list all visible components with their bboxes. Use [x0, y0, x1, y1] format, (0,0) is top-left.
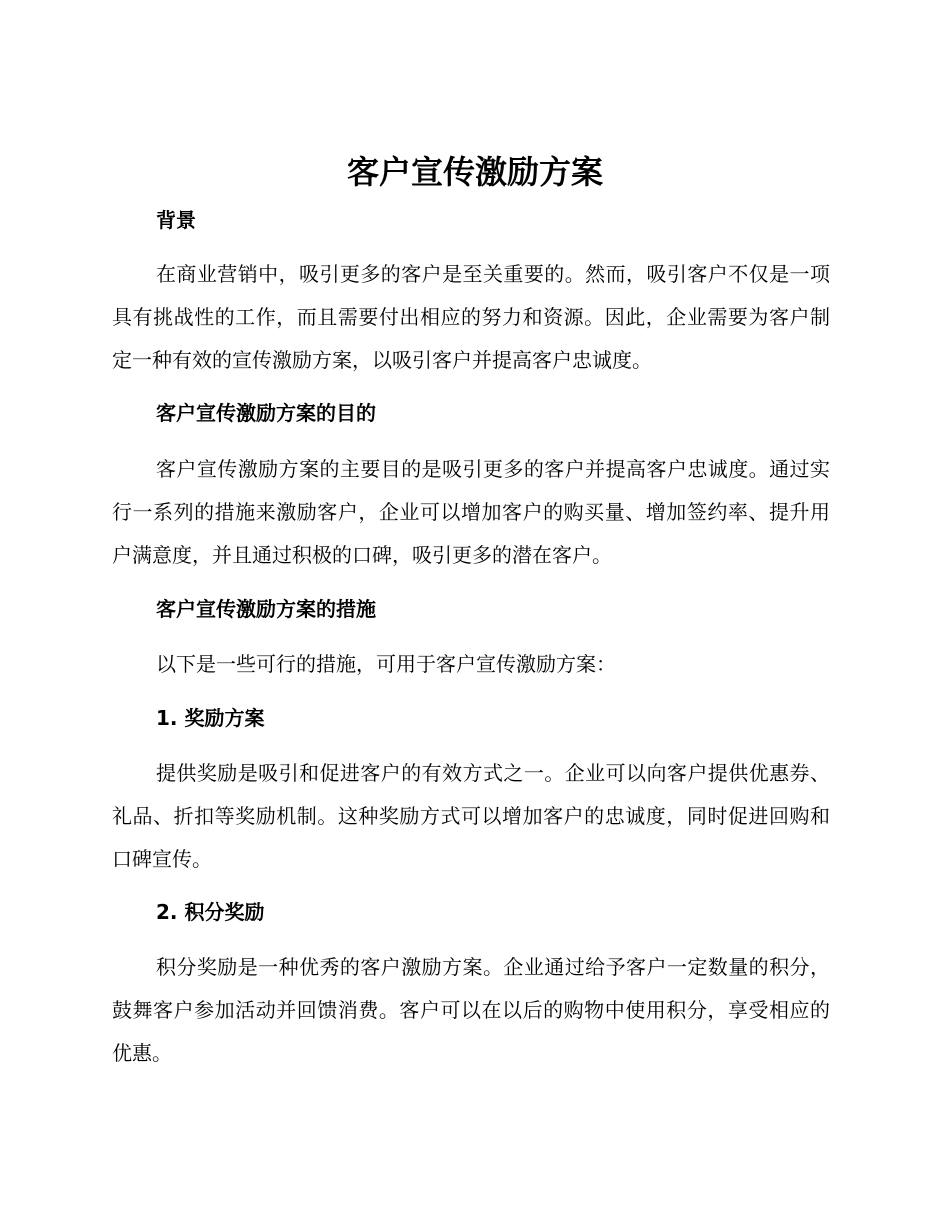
section-heading-purpose: 客户宣传激励方案的目的 [156, 401, 376, 425]
section-heading-measures: 客户宣传激励方案的措施 [156, 597, 376, 621]
section-heading-rewards: 1. 奖励方案 [156, 706, 265, 730]
section-heading-points: 2. 积分奖励 [156, 900, 265, 924]
section-paragraph-background: 在商业营销中，吸引更多的客户是至关重要的。然而，吸引客户不仅是一项具有挑战性的工作，而且需要付出相应的努力和资源。因此，企业需要为客户制定一种有效的宣传激励方案，以吸引客户并提高客户忠诚度。 [112, 262, 830, 372]
section-paragraph-rewards: 提供奖励是吸引和促进客户的有效方式之一。企业可以向客户提供优惠券、礼品、折扣等奖励机制。这种奖励方式可以增加客户的忠诚度，同时促进回购和口碑宣传。 [112, 761, 830, 871]
section-paragraph-measures: 以下是一些可行的措施，可用于客户宣传激励方案： [156, 652, 616, 676]
section-heading-background: 背景 [156, 208, 196, 232]
section-paragraph-purpose: 客户宣传激励方案的主要目的是吸引更多的客户并提高客户忠诚度。通过实行一系列的措施来激励客户，企业可以增加客户的购买量、增加签约率、提升用户满意度，并且通过积极的口碑，吸引更多的潜在客户。 [112, 457, 830, 567]
document-title: 客户宣传激励方案 [346, 153, 603, 191]
section-paragraph-points: 积分奖励是一种优秀的客户激励方案。企业通过给予客户一定数量的积分，鼓舞客户参加活动并回馈消费。客户可以在以后的购物中使用积分，享受相应的优惠。 [112, 955, 830, 1065]
